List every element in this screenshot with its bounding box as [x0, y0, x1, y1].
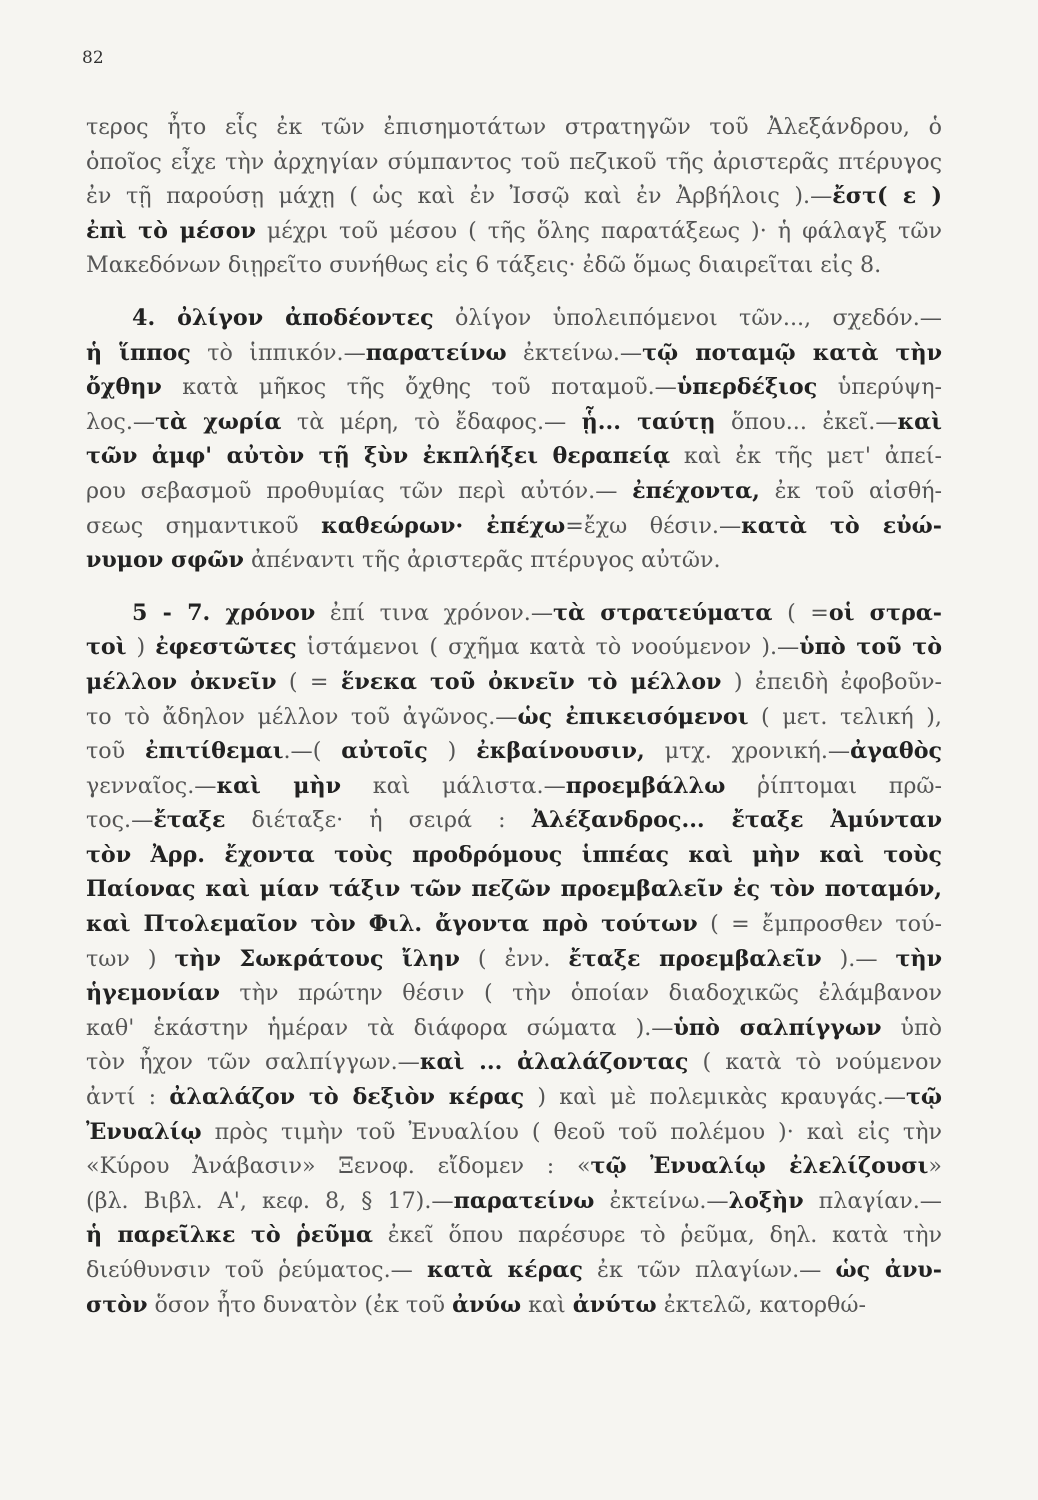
text-line: των ) τὴν Σωκράτους ἴλην ( ἐνν. ἔταξε προεμβαλεῖν ).— τὴν	[86, 945, 942, 972]
paragraph-gap	[86, 578, 942, 596]
text-line: ὄχθην κατὰ μῆκος τῆς ὄχθης τοῦ ποταμοῦ.—ὑπερδέξιος ὑπερύψη-	[86, 374, 942, 401]
paragraph	[86, 301, 942, 578]
paragraph	[86, 110, 942, 283]
paragraph-gap	[86, 283, 942, 301]
text-line: διεύθυνσιν τοῦ ῥεύματος.— κατὰ κέρας ἐκ τῶν πλαγίων.— ὡς ἀνυ-	[86, 1257, 942, 1283]
text-line: γενναῖος.—καὶ μὴν καὶ μάλιστα.—προεμβάλλω ῥίπτομαι πρῶ-	[86, 772, 942, 799]
text-line: Μακεδόνων διῃρεῖτο συνήθως εἰς 6 τάξεις· ἐδῶ ὅμως διαιρεῖται εἰς 8.	[86, 252, 882, 279]
paragraph	[86, 596, 942, 1322]
text-line: το τὸ ἄδηλον μέλλον τοῦ ἀγῶνος.—ὡς ἐπικεισόμενοι ( μετ. τελική ),	[86, 703, 942, 730]
text-line: ἡγεμονίαν τὴν πρώτην θέσιν ( τὴν ὁποίαν διαδοχικῶς ἐλάμβανον	[86, 980, 942, 1007]
text-line: τὸν Ἀρρ. ἔχοντα τοὺς προδρόμους ἱππέας καὶ μὴν καὶ τοὺς	[86, 841, 942, 868]
text-line: ἐπὶ τὸ μέσον μέχρι τοῦ μέσου ( τῆς ὅλης παρατάξεως )· ἡ φάλαγξ τῶν	[86, 217, 942, 244]
page-number: 82	[82, 48, 104, 68]
text-line: τῶν ἀμφ' αὐτὸν τῇ ξὺν ἐκπλήξει θεραπείᾳ καὶ ἐκ τῆς μετ' ἀπεί-	[86, 443, 942, 470]
text-line: λος.—τὰ χωρία τὰ μέρη, τὸ ἔδαφος.— ᾗ... ταύτῃ ὅπου... ἐκεῖ.—καὶ	[86, 408, 942, 435]
body-text	[86, 110, 942, 1322]
text-line: τος.—ἔταξε διέταξε· ἡ σειρά : Ἀλέξανδρος... ἔταξε Ἀμύνταν	[86, 807, 942, 834]
text-line: τερος ἦτο εἷς ἐκ τῶν ἐπισημοτάτων στρατηγῶν τοῦ Ἀλεξάνδρου, ὁ	[86, 114, 942, 140]
text-line: τὸν ἦχον τῶν σαλπίγγων.—καὶ ... ἀλαλάζοντας ( κατὰ τὸ νούμενον	[86, 1049, 942, 1076]
text-line: μέλλον ὀκνεῖν ( = ἕνεκα τοῦ ὀκνεῖν τὸ μέλλον ) ἐπειδὴ ἐφοβοῦν-	[86, 668, 943, 695]
text-line: ὁποῖος εἶχε τὴν ἀρχηγίαν σύμπαντος τοῦ πεζικοῦ τῆς ἀριστερᾶς πτέρυγος	[86, 148, 942, 175]
text-line: ἡ παρεῖλκε τὸ ῥεῦμα ἐκεῖ ὅπου παρέσυρε τὸ ῥεῦμα, δηλ. κατὰ τὴν	[86, 1222, 942, 1249]
text-line: τοὶ ) ἐφεστῶτες ἱστάμενοι ( σχῆμα κατὰ τὸ νοούμενον ).—ὑπὸ τοῦ τὸ	[86, 634, 942, 661]
text-line: καὶ Πτολεμαῖον τὸν Φιλ. ἄγοντα πρὸ τούτων ( = ἔμπροσθεν τού-	[86, 911, 943, 938]
text-line: 5 - 7. χρόνον ἐπί τινα χρόνον.—τὰ στρατεύματα ( =οἱ στρα-	[132, 599, 943, 626]
text-line: ἀντί : ἀλαλάζον τὸ δεξιὸν κέρας ) καὶ μὲ πολεμικὰς κραυγάς.—τῷ	[86, 1084, 943, 1111]
text-line: Παίονας καὶ μίαν τάξιν τῶν πεζῶν προεμβαλεῖν ἐς τὸν ποταμόν,	[86, 876, 942, 903]
text-line: τοῦ ἐπιτίθεμαι.—( αὐτοῖς ) ἐκβαίνουσιν, μτχ. χρονική.—ἀγαθὸς	[86, 738, 942, 765]
text-line: Ἐνυαλίῳ πρὸς τιμὴν τοῦ Ἐνυαλίου ( θεοῦ τοῦ πολέμου )· καὶ εἰς τὴν	[86, 1118, 942, 1145]
text-line: σεως σημαντικοῦ καθεώρων· ἐπέχω=ἔχω θέσιν.—κατὰ τὸ εὐώ-	[86, 512, 943, 539]
text-line: ἐν τῇ παρούσῃ μάχῃ ( ὡς καὶ ἐν Ἰσσῷ καὶ ἐν Ἀρβήλοις ).—ἔστ( ε )	[86, 183, 942, 210]
text-line: νυμον σφῶν ἀπέναντι τῆς ἀριστερᾶς πτέρυγος αὐτῶν.	[86, 547, 721, 574]
text-line: ρου σεβασμοῦ προθυμίας τῶν περὶ αὐτόν.— ἐπέχοντα, ἐκ τοῦ αἰσθή-	[86, 477, 943, 504]
text-line: «Κύρου Ἀνάβασιν» Ξενοφ. εἴδομεν : «τῷ Ἐνυαλίῳ ἐλελίζουσι»	[86, 1153, 942, 1180]
text-line: ἡ ἵππος τὸ ἱππικόν.—παρατείνω ἐκτείνω.—τῷ ποταμῷ κατὰ τὴν	[86, 339, 943, 366]
text-line: 4. ὀλίγον ἀποδέοντες ὀλίγον ὑπολειπόμενοι τῶν..., σχεδόν.—	[132, 304, 942, 331]
text-line: καθ' ἑκάστην ἡμέραν τὰ διάφορα σώματα ).—ὑπὸ σαλπίγγων ὑπὸ	[86, 1014, 942, 1041]
text-line: (βλ. Βιβλ. Α', κεφ. 8, § 17).—παρατείνω ἐκτείνω.—λοξὴν πλαγίαν.—	[86, 1187, 942, 1214]
text-line: στὸν ὅσον ἦτο δυνατὸν (ἐκ τοῦ ἀνύω καὶ ἀνύτω ἐκτελῶ, κατορθώ-	[86, 1291, 866, 1318]
